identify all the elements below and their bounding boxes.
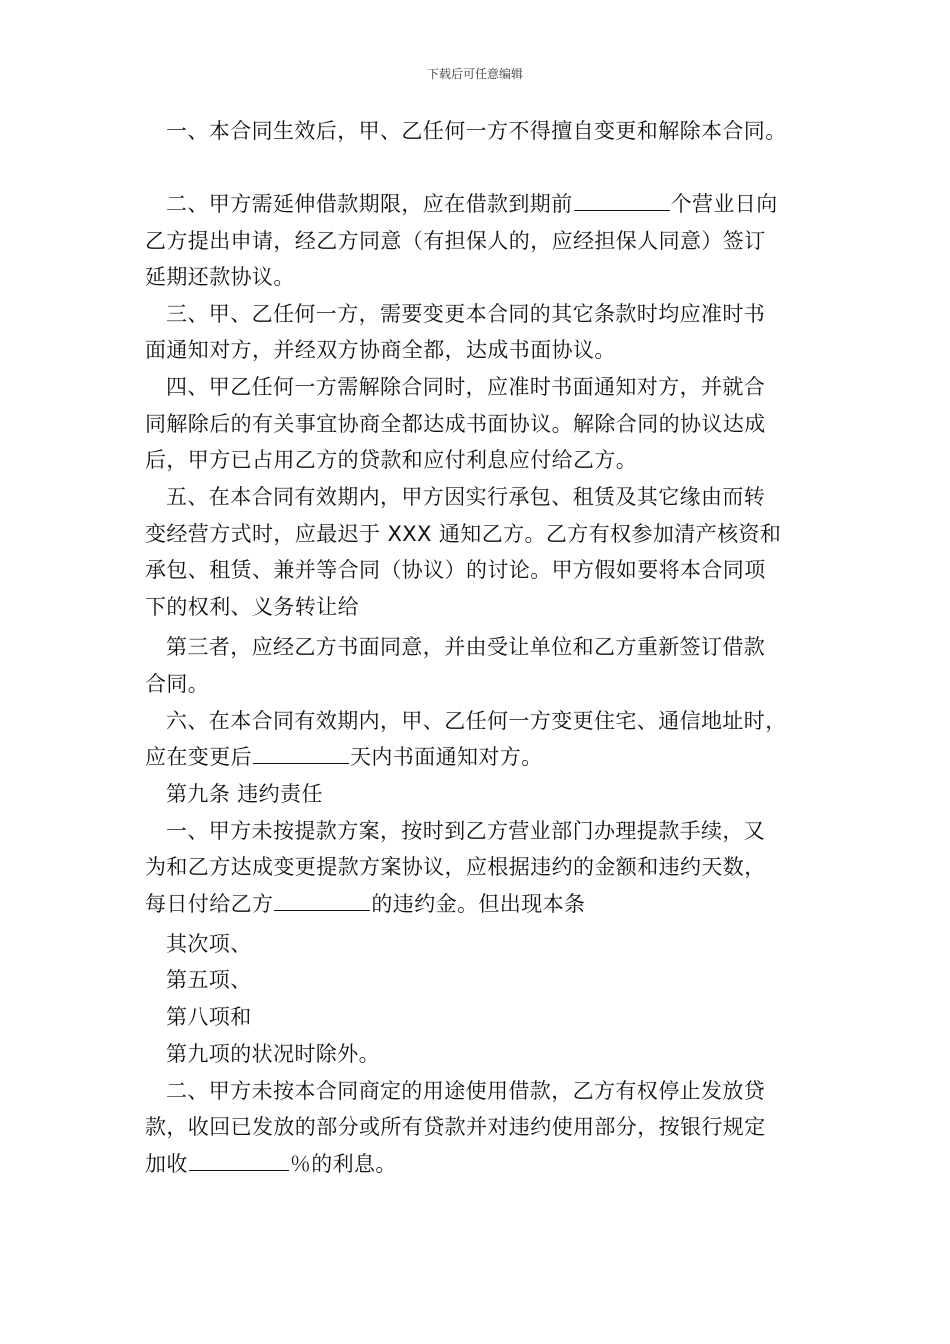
text-line xyxy=(166,632,765,662)
text-line xyxy=(166,116,787,146)
text-segment: 三、甲、乙任何一方，需要变更本合同的其它条款时均应准时书 xyxy=(166,302,766,326)
fill-in-blank xyxy=(274,890,370,911)
text-line xyxy=(145,1149,397,1179)
text-segment: 第九项的状况时除外。 xyxy=(166,1042,380,1066)
text-line xyxy=(145,445,637,475)
text-line xyxy=(145,852,766,882)
text-segment: 面通知对方，并经双方协商全都，达成书面协议。 xyxy=(145,338,616,362)
text-segment: 延期还款协议。 xyxy=(145,265,295,289)
text-line xyxy=(166,779,323,809)
text-segment: 每日付给乙方 xyxy=(145,892,274,916)
text-segment: 其次项、 xyxy=(166,932,252,956)
text-line xyxy=(166,189,778,219)
text-segment: 第九条 违约责任 xyxy=(166,782,323,806)
text-segment: 第五项、 xyxy=(166,968,252,992)
text-segment: 变经营方式时，应最迟于 XXX 通知乙方。乙方有权参加清产核资和 xyxy=(145,522,782,546)
text-segment: 加收 xyxy=(145,1152,188,1176)
text-line xyxy=(166,1039,380,1069)
text-segment: 四、甲乙任何一方需解除合同时，应准时书面通知对方，并就合 xyxy=(166,375,766,399)
text-segment: 第三者，应经乙方书面同意，并由受让单位和乙方重新签订借款 xyxy=(166,635,766,659)
text-segment: 第八项和 xyxy=(166,1005,252,1029)
text-segment: 乙方提出申请，经乙方同意（有担保人的，应经担保人同意）签订 xyxy=(145,229,766,253)
text-line xyxy=(166,929,252,959)
text-line xyxy=(166,965,252,995)
text-line xyxy=(166,372,765,402)
text-segment: 五、在本合同有效期内，甲方因实行承包、租赁及其它缘由而转 xyxy=(166,485,766,509)
text-line xyxy=(145,226,766,256)
text-line xyxy=(145,519,781,549)
text-segment: 一、本合同生效后，甲、乙任何一方不得擅自变更和解除本合同。 xyxy=(166,119,787,143)
text-line xyxy=(145,592,359,622)
text-line xyxy=(166,482,765,512)
text-segment: 六、在本合同有效期内，甲、乙任何一方变更住宅、通信地址时， xyxy=(166,709,787,733)
text-line xyxy=(166,816,765,846)
text-line xyxy=(145,262,295,292)
page-header-note: 下载后可任意编辑 xyxy=(426,67,523,81)
text-segment: 承包、租赁、兼并等合同（协议）的讨论。甲方假如要将本合同项 xyxy=(145,558,766,582)
text-line xyxy=(166,299,765,329)
text-segment: 应在变更后 xyxy=(145,745,252,769)
text-line xyxy=(145,889,585,919)
text-line xyxy=(166,1076,765,1106)
text-segment: 同解除后的有关事宜协商全都达成书面协议。解除合同的协议达成 xyxy=(145,412,766,436)
text-segment: 下的权利、义务转让给 xyxy=(145,595,359,619)
text-segment: 个营业日向 xyxy=(670,192,778,216)
text-segment: 一、甲方未按提款方案，按时到乙方营业部门办理提款手续，又 xyxy=(166,819,766,843)
text-segment: 为和乙方达成变更提款方案协议，应根据违约的金额和违约天数， xyxy=(145,855,766,879)
text-line xyxy=(145,1112,766,1142)
text-line xyxy=(145,669,209,699)
text-line xyxy=(166,1002,252,1032)
text-segment: 后，甲方已占用乙方的贷款和应付利息应付给乙方。 xyxy=(145,448,638,472)
fill-in-blank xyxy=(574,190,670,211)
fill-in-blank xyxy=(189,1150,289,1171)
text-line xyxy=(145,335,616,365)
text-line xyxy=(166,706,787,736)
text-segment: 二、甲方未按本合同商定的用途使用借款，乙方有权停止发放贷 xyxy=(166,1079,766,1103)
text-segment: 的违约金。但出现本条 xyxy=(371,892,586,916)
text-segment: 款，收回已发放的部分或所有贷款并对违约使用部分，按银行规定 xyxy=(145,1115,766,1139)
text-segment: 天内书面通知对方。 xyxy=(350,745,543,769)
text-line xyxy=(145,742,543,772)
text-segment: 合同。 xyxy=(145,672,210,696)
text-line xyxy=(145,409,766,439)
text-line xyxy=(145,555,766,585)
text-segment: ％的利息。 xyxy=(289,1152,397,1176)
text-segment: 二、甲方需延伸借款期限，应在借款到期前 xyxy=(166,192,573,216)
fill-in-blank xyxy=(253,743,349,764)
